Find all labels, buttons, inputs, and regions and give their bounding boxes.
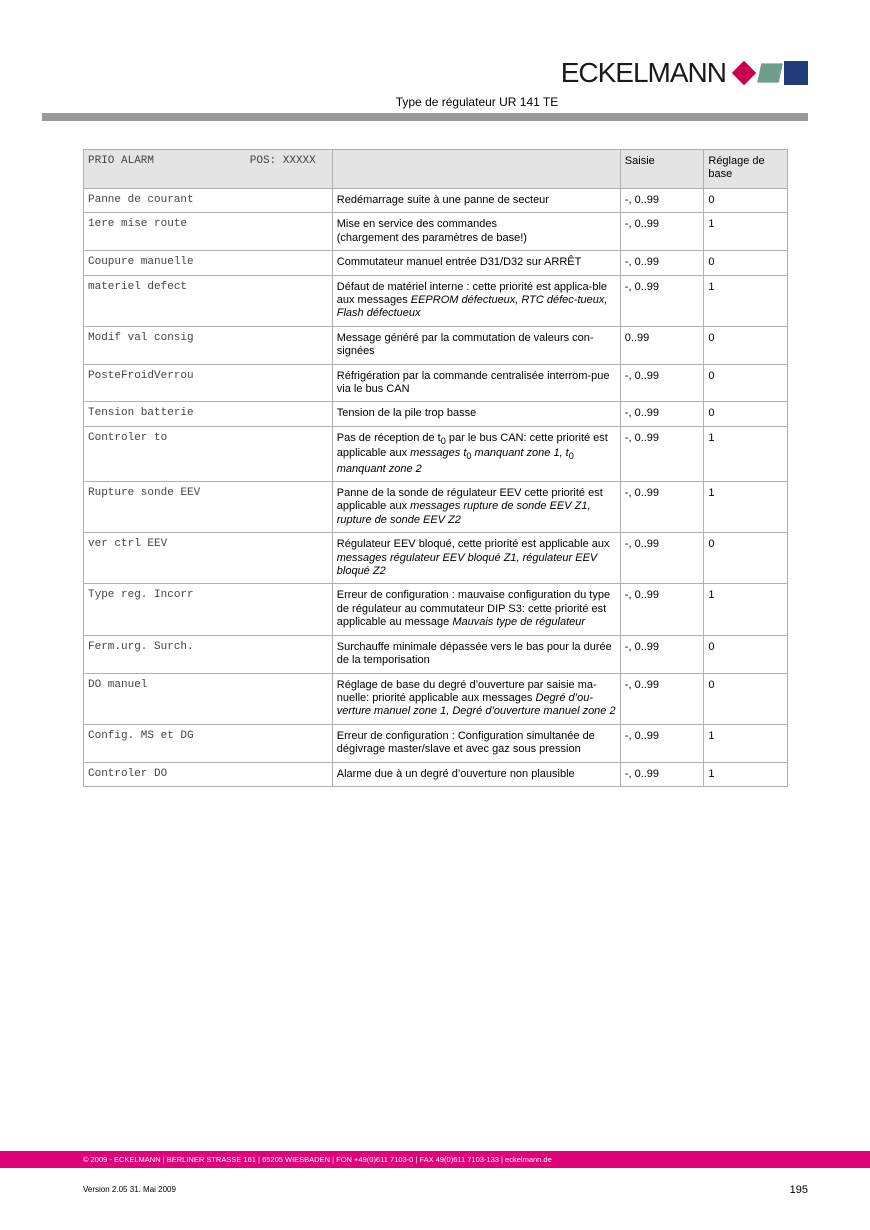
header-saisie: Saisie bbox=[620, 150, 704, 189]
table-row: DO manuel Réglage de base du degré d’ouverture par saisie ma-nuelle: priorité applicable aux messages Degré d’ou-verture manuel zone 1, Degré d’ouverture manuel zone 2 -, 0..99 0 bbox=[84, 673, 788, 724]
header-description bbox=[332, 150, 620, 189]
table-row: Coupure manuelle Commutateur manuel entrée D31/D32 sur ARRÊT -, 0..99 0 bbox=[84, 251, 788, 275]
table-row: Controler to Pas de réception de $t_0$ par le bus CAN: cette priorité est applicable aux messages $t_0$ manquant zone 1, $t_0$ manquant zone 2 -, 0..99 1 bbox=[84, 426, 788, 481]
table-row: Panne de courant Redémarrage suite à une panne de secteur -, 0..99 0 bbox=[84, 189, 788, 213]
page-number: 195 bbox=[789, 1184, 808, 1196]
version-date: Version 2.05 31. Mai 2009 bbox=[83, 1185, 176, 1194]
document-title: Type de régulateur UR 141 TE bbox=[395, 95, 559, 109]
table-row: materiel defect Défaut de matériel interne : cette priorité est applica-ble aux messages EEPROM défectueux, RTC défec-tueux, Flash défectueux -, 0..99 1 bbox=[84, 275, 788, 326]
table-row: Ferm.urg. Surch. Surchauffe minimale dépassée vers le bas pour la durée de la temporisation -, 0..99 0 bbox=[84, 635, 788, 673]
table-row: ver ctrl EEV Régulateur EEV bloqué, cette priorité est applicable aux messages régulateur EEV bloqué Z1, régulateur EEV bloqué Z2 -, 0..99 0 bbox=[84, 533, 788, 584]
table-row: 1ere mise route Mise en service des commandes (chargement des paramètres de base!) -, 0..99 1 bbox=[84, 213, 788, 251]
brand-logo bbox=[561, 58, 808, 88]
table-row: Type reg. Incorr Erreur de configuration : mauvaise configuration du type de régulateur au commutateur DIP S3: cette priorité est applicable au message Mauvais type de régulateur -, 0..99 1 bbox=[84, 584, 788, 635]
table-row: Controler DO Alarme due à un degré d’ouverture non plausible -, 0..99 1 bbox=[84, 762, 788, 786]
header-divider bbox=[42, 113, 808, 121]
table-row: PosteFroidVerrou Réfrigération par la commande centralisée interrom-pue via le bus CAN -, 0..99 0 bbox=[84, 364, 788, 402]
table-row: Rupture sonde EEV Panne de la sonde de régulateur EEV cette priorité est applicable aux messages rupture de sonde EEV Z1, rupture de sonde EEV Z2 -, 0..99 1 bbox=[84, 482, 788, 533]
footer-imprint-bar: © 2009 - ECKELMANN | BERLINER STRASSE 161 | 65205 WIESBADEN | FON +49(0)611 7103-0 | FAX 49(0)611 7103-133 | eckelmann.de bbox=[0, 1151, 870, 1168]
alarm-priority-table bbox=[83, 149, 788, 787]
table-row: Tension batterie Tension de la pile trop basse -, 0..99 0 bbox=[84, 402, 788, 426]
table-row: Modif val consig Message généré par la commutation de valeurs con-signées 0..99 0 bbox=[84, 326, 788, 364]
logo-mark-icon bbox=[732, 61, 808, 85]
table-header-row bbox=[84, 150, 788, 189]
brand-name: ECKELMANN bbox=[560, 57, 726, 88]
table-row: Config. MS et DG Erreur de configuration : Configuration simultanée de dégivrage master/slave et avec gaz sous pression -, 0..99 1 bbox=[84, 724, 788, 762]
header-prio: PRIO ALARM POS: XXXXX bbox=[84, 150, 333, 189]
header-base: Réglage de base bbox=[704, 150, 788, 189]
